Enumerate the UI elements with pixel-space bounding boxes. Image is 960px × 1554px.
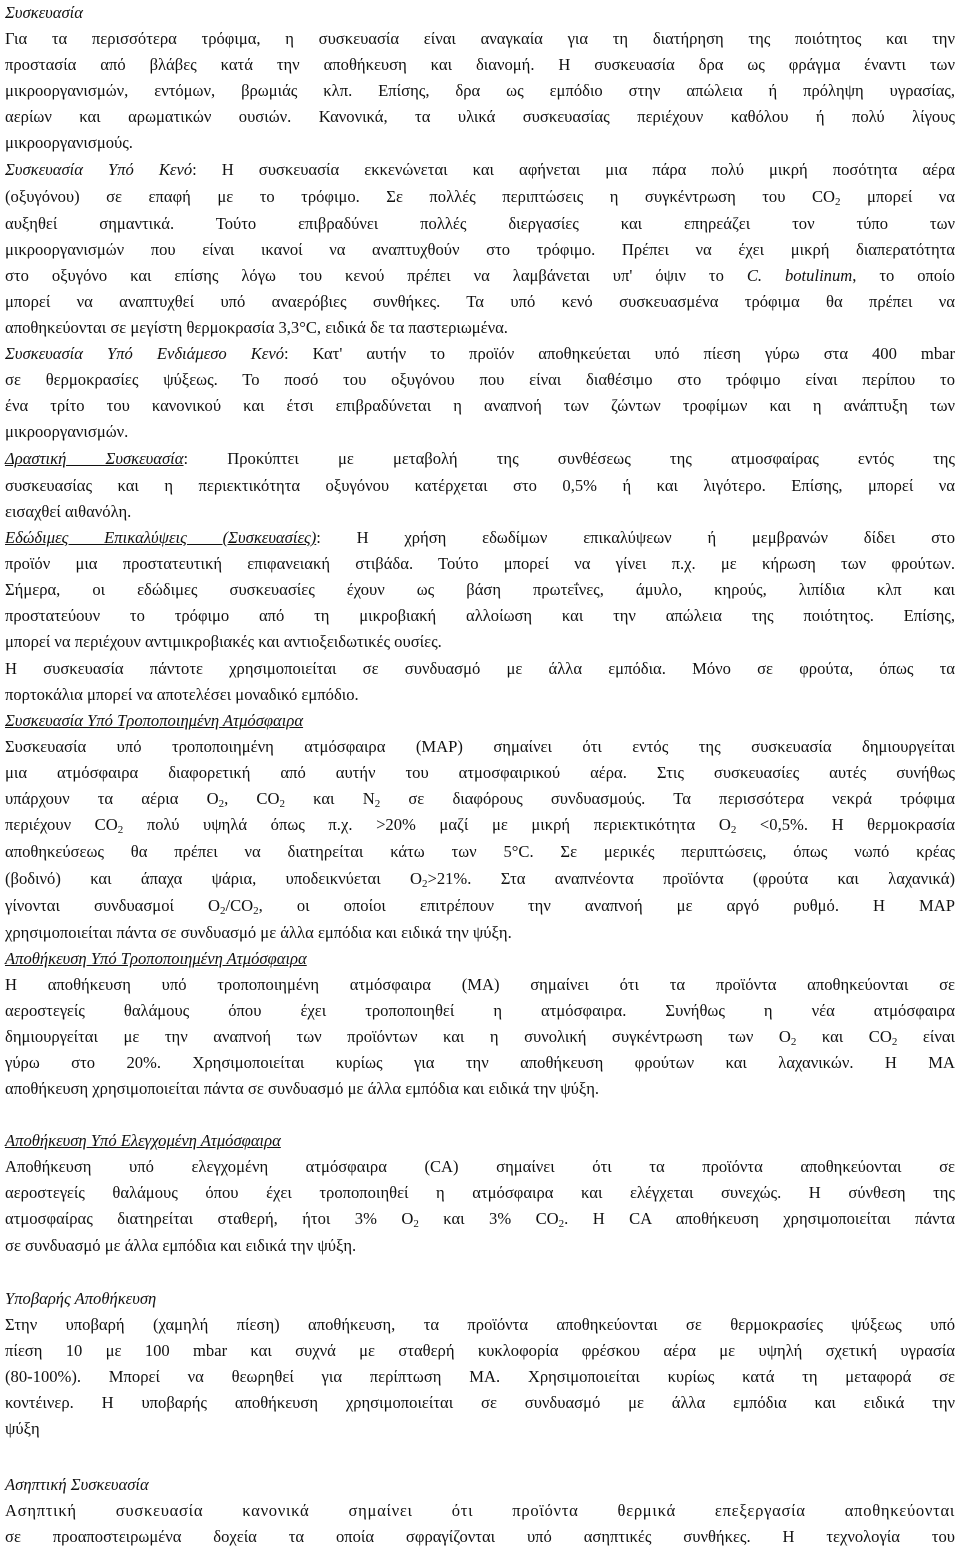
paragraph-line: Εδώδιμες Επικαλύψεις (Συσκευασίες): Η χρήση εδωδίμων επικαλύψεων ή μεμβρανών δίδει στο	[5, 528, 956, 547]
paragraph-line: μικροοργανισμών, εντόμων, βρωμιάς κλπ. Επίσης, δρα ως εμπόδιο στην απώλεια ή πρόληψη υγρασίας,	[5, 81, 955, 100]
paragraph-line: σε προαποστειρωμένα δοχεία τα οποία σφραγίζονται υπό ασηπτικές συνθήκες. Η τεχνολογία του	[5, 1527, 955, 1546]
paragraph-line: αυξηθεί σημαντικά. Τούτο επιβραδύνει πολλές διεργασίες και επηρεάζει τον τύπο των	[5, 214, 955, 233]
paragraph-line: αεροστεγείς θαλάμους όπου έχει τροποποιηθεί η ατμόσφαιρα. Συνήθως η νέα ατμόσφαιρα	[5, 1001, 955, 1020]
paragraph-line: πίεση 10 με 100 mbar και συχνά με σταθερή κυκλοφορία φρέσκου αέρα με υψηλή σχετική υγρασία	[5, 1341, 955, 1360]
paragraph-line: πορτοκάλια μπορεί να αποτελέσει μοναδικό εμπόδιο.	[5, 685, 359, 704]
paragraph-line: αερίων και αρωματικών ουσιών. Κανονικά, τα υλικά συσκευασίας περιέχουν καθόλου ή πολύ λίγους	[5, 107, 955, 126]
paragraph-line: μικροοργανισμών που είναι ικανοί να αναπτυχθούν στο τρόφιμο. Πρέπει να έχει μικρή διαπερατότητα	[5, 240, 955, 259]
paragraph-line: Συσκευασία Υπό Κενό: Η συσκευασία εκκενώνεται και αφήνεται μια πάρα πολύ μικρή ποσότητα αέρα	[5, 160, 956, 179]
paragraph-line: εισαχθεί αιθανόλη.	[5, 502, 132, 521]
paragraph-line: Η συσκευασία πάντοτε χρησιμοποιείται σε συνδυασμό με άλλα εμπόδια. Μόνο σε φρούτα, όπως τα	[5, 659, 955, 678]
paragraph-line: περιέχουν $CO_2$ πολύ υψηλά όπως π.χ. >20% μαζί με μικρή περιεκτικότητα $O_2 <0,5\%$. Η θερμοκρασία	[5, 815, 955, 836]
paragraph-line: Σήμερα, οι εδώδιμες συσκευασίες έχουν ως βάση πρωτεΐνες, άμυλο, κηρούς, λιπίδια κλπ και	[5, 580, 955, 599]
paragraph-line: δημιουργείται με την αναπνοή των προϊόντων και η συνολική συγκέντρωση των $O_2$ και $CO_2$ είναι	[5, 1027, 955, 1048]
paragraph-line: Δραστική Συσκευασία: Προκύπτει με μεταβολή της συνθέσεως της ατμοσφαίρας εντός της	[5, 449, 955, 468]
section-heading-hypobaric-storage: Υποβαρής Αποθήκευση	[5, 1289, 157, 1308]
paragraph-line: ψύξη	[5, 1419, 40, 1438]
paragraph-line: κοντέινερ. Η υποβαρής αποθήκευση χρησιμοποιείται σε συνδυασμό με άλλα εμπόδια και ειδικά την	[5, 1393, 955, 1412]
paragraph-line: προστασία από βλάβες κατά την αποθήκευση και διανομή. Η συσκευασία δρα ως φράγμα έναντι των	[5, 55, 955, 74]
paragraph-line: χρησιμοποιείται πάντα σε συνδυασμό με άλλα εμπόδια και ειδικά την ψύξη.	[5, 923, 512, 942]
section-heading-aseptic-packaging: Ασηπτική Συσκευασία	[5, 1475, 149, 1494]
species-name: C. botulinum	[746, 266, 853, 285]
inline-heading-vacuum-packaging: Συσκευασία Υπό Κενό	[5, 160, 193, 179]
paragraph-line: Συσκευασία Υπό Ενδιάμεσο Κενό: Κατ' αυτήν το προϊόν αποθηκεύεται υπό πίεση γύρω στα 400 mbar	[5, 344, 956, 363]
paragraph-line: προϊόν μια προστατευτική επιφανειακή στιβάδα. Τούτο μπορεί να γίνει π.χ. με κήρωση των φρούτων.	[5, 554, 955, 573]
paragraph-line: αποθήκευση χρησιμοποιείται πάντα σε συνδυασμό με άλλα εμπόδια και ειδικά την ψύξη.	[5, 1079, 600, 1098]
section-heading-ma-storage: Αποθήκευση Υπό Τροποποιημένη Ατμόσφαιρα	[5, 949, 307, 968]
inline-heading-active-packaging: Δραστική Συσκευασία	[5, 449, 184, 468]
paragraph-line: αποθηκεύσεως θα πρέπει να διατηρείται κάτω των 5°C. Σε μερικές περιπτώσεις, όπως νωπό κρέας	[5, 842, 955, 861]
inline-heading-intermediate-vacuum: Συσκευασία Υπό Ενδιάμεσο Κενό	[5, 344, 284, 363]
paragraph-line: Για τα περισσότερα τρόφιμα, η συσκευασία είναι αναγκαία για τη διατήρηση της ποιότητος και την	[5, 29, 955, 48]
paragraph-line: Αποθήκευση υπό ελεγχομένη ατμόσφαιρα (CA) σημαίνει ότι τα προϊόντα αποθηκεύονται σε	[5, 1157, 955, 1176]
paragraph-line: γύρω στο 20%. Χρησιμοποιείται κυρίως για την αποθήκευση φρούτων και λαχανικών. Η ΜΑ	[5, 1053, 955, 1072]
paragraph-line: αποθηκεύονται σε μεγίστη θερμοκρασία 3,3°C, ειδικά δε τα παστεριωμένα.	[5, 318, 508, 337]
paragraph-line: (80-100%). Μπορεί να θεωρηθεί για περίπτωση ΜΑ. Χρησιμοποιείται κυρίως κατά τη μεταφορά σε	[5, 1367, 955, 1386]
paragraph-line: μικροοργανισμών.	[5, 422, 129, 441]
section-heading-ca-storage: Αποθήκευση Υπό Ελεγχομένη Ατμόσφαιρα	[5, 1131, 281, 1150]
paragraph-line: μπορεί να αναπτυχθεί υπό αναερόβιες συνθήκες. Τα υπό κενό συσκευασμένα τρόφιμα θα πρέπει να	[5, 292, 955, 311]
paragraph-line: ένα τρίτο του κανονικού και έτσι επιβραδύνεται η αναπνοή των ζώντων τροφίμων και η ανάπτυξη των	[5, 396, 955, 415]
paragraph-line: μικροοργανισμούς.	[5, 133, 133, 152]
inline-heading-edible-coatings: Εδώδιμες Επικαλύψεις (Συσκευασίες)	[5, 528, 317, 547]
paragraph-line: (οξυγόνου) σε επαφή με το τρόφιμο. Σε πολλές περιπτώσεις η συγκέντρωση του $CO_2$ μπορεί να	[5, 187, 955, 208]
paragraph-line: ατμοσφαίρας διατηρείται σταθερή, ήτοι 3% $O_2$ και 3% $CO_2$. Η CA αποθήκευση χρησιμοποιείται πάντα	[5, 1209, 955, 1230]
paragraph-line: μπορεί να περιέχουν αντιμικροβιακές και αντιοξειδωτικές ουσίες.	[5, 632, 442, 651]
section-heading-packaging: Συσκευασία	[5, 3, 83, 22]
paragraph-line: (βοδινό) και άπαχα ψάρια, υποδεικνύεται $O_2>21\%$. Στα αναπνέοντα προϊόντα (φρούτα και λαχανικά)	[5, 869, 955, 890]
paragraph-line: σε συνδυασμό με άλλα εμπόδια και ειδικά την ψύξη.	[5, 1236, 357, 1255]
paragraph-line: προστατεύουν το τρόφιμο από τη μικροβιακή αλλοίωση και την απώλεια της ποιότητος. Επίσης,	[5, 606, 955, 625]
paragraph-line: γίνονται συνδυασμοί $O_2/CO_2$, οι οποίοι επιτρέπουν την αναπνοή με αργό ρυθμό. Η ΜΑΡ	[5, 896, 956, 917]
section-heading-map: Συσκευασία Υπό Τροποποιημένη Ατμόσφαιρα	[5, 711, 304, 730]
paragraph-line: συσκευασίας και η περιεκτικότητα οξυγόνου κατέρχεται στο 0,5% ή και λιγότερο. Επίσης, μπορεί να	[5, 476, 955, 495]
paragraph-line: Στην υποβαρή (χαμηλή πίεση) αποθήκευση, τα προϊόντα αποθηκεύονται σε θερμοκρασίες ψύξεως υπό	[5, 1315, 955, 1334]
paragraph-line: υπάρχουν τα αέρια $O_2$, $CO_2$ και $N_2$ σε διαφόρους συνδυασμούς. Τα περισσότερα νεκρά τρόφιμα	[5, 789, 955, 810]
paragraph-line: Συσκευασία υπό τροποποιημένη ατμόσφαιρα (ΜΑΡ) σημαίνει ότι εντός της συσκευασία δημιουργείται	[5, 737, 955, 756]
paragraph-line: Ασηπτική συσκευασία κανονικά σημαίνει ότι προϊόντα θερμικά επεξεργασία αποθηκεύονται	[5, 1501, 955, 1520]
paragraph-line: αεροστεγείς θαλάμους όπου έχει τροποποιηθεί η ατμόσφαιρα και ελέγχεται συνεχώς. Η σύνθεση της	[5, 1183, 955, 1202]
paragraph-line: σε θερμοκρασίες ψύξεως. Το ποσό του οξυγόνου που είναι διαθέσιμο στο τρόφιμο είναι περίπου το	[5, 370, 955, 389]
paragraph-line: μια ατμόσφαιρα διαφορετική από αυτήν του ατμοσφαιρικού αέρα. Στις συσκευασίες αυτές συνήθως	[5, 763, 955, 782]
paragraph-line: στο οξυγόνο και επίσης λόγω του κενού πρέπει να λαμβάνεται υπ' όψιν το C. botulinum, το οποίο	[5, 266, 955, 285]
paragraph-line: Η αποθήκευση υπό τροποποιημένη ατμόσφαιρα (ΜΑ) σημαίνει ότι τα προϊόντα αποθηκεύονται σε	[5, 975, 955, 994]
